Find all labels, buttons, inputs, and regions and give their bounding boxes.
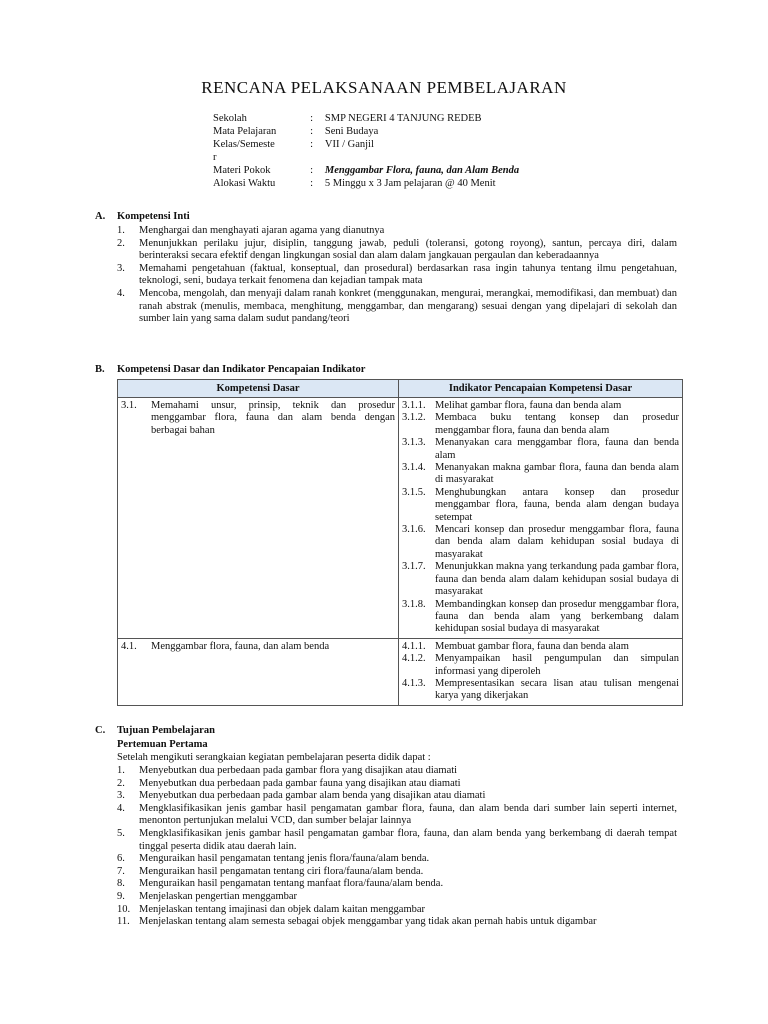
item-number: 6. bbox=[117, 853, 125, 865]
indicator-number: 3.1.1. bbox=[402, 400, 426, 411]
indicator-text: Menunjukkan makna yang terkandung pada gambar flora, fauna dan benda alam dalam kehidupan sosial budaya di masyarakat bbox=[435, 561, 679, 598]
item-text: Menyebutkan dua perbedaan pada gambar alam benda yang disajikan atau diamati bbox=[139, 790, 486, 802]
list-item bbox=[117, 866, 677, 879]
indicator-item bbox=[402, 561, 679, 598]
indicator-text: Menyampaikan hasil pengumpulan dan simpulan informasi yang diperoleh bbox=[435, 653, 679, 677]
indicator-text: Menghubungkan antara konsep dan prosedur menggambar flora, fauna, benda alam dengan budaya setempat bbox=[435, 486, 679, 523]
list-item bbox=[117, 765, 677, 778]
list-item bbox=[117, 238, 677, 263]
list-item bbox=[117, 288, 677, 326]
indicator-number: 3.1.7. bbox=[402, 561, 426, 573]
indicator-item bbox=[402, 599, 679, 636]
item-number: 7. bbox=[117, 865, 125, 877]
indicator-number: 3.1.2. bbox=[402, 412, 426, 424]
info-label: Sekolah bbox=[213, 113, 247, 124]
table-header-row bbox=[118, 380, 683, 398]
section-letter: A. bbox=[95, 211, 106, 222]
indicator-item bbox=[402, 437, 679, 462]
indicator-item bbox=[402, 412, 679, 437]
info-label: Mata Pelajaran bbox=[213, 126, 277, 137]
list-item bbox=[117, 904, 677, 917]
meeting-subheading: Pertemuan Pertama bbox=[117, 739, 208, 750]
indicator-text: Membuat gambar flora, fauna dan benda alam bbox=[435, 640, 629, 652]
kd-cell bbox=[118, 638, 399, 705]
identity-table bbox=[213, 112, 573, 190]
info-label: Alokasi Waktu bbox=[213, 178, 276, 189]
item-number: 4. bbox=[117, 802, 125, 814]
list-item bbox=[117, 891, 677, 904]
indicator-text: Mencari konsep dan prosedur menggambar flora, fauna dan benda alam dalam kehidupan sosial budaya di masyarakat bbox=[435, 524, 679, 560]
kd-number: 3.1. bbox=[121, 400, 137, 411]
list-item bbox=[117, 263, 677, 288]
section-title: Tujuan Pembelajaran bbox=[117, 725, 215, 736]
item-text: Menguraikan hasil pengamatan tentang jenis flora/fauna/alam benda. bbox=[139, 853, 430, 865]
page-title: RENCANA PELAKSANAAN PEMBELAJARAN bbox=[201, 78, 567, 97]
info-colon: : bbox=[310, 113, 314, 124]
table-row bbox=[118, 638, 683, 705]
indicator-text: Menanyakan makna gambar flora, fauna dan benda alam di masyarakat bbox=[435, 462, 679, 486]
kd-item bbox=[121, 641, 395, 653]
indicator-text: Mempresentasikan secara lisan atau tulisan mengenai karya yang dikerjakan bbox=[435, 677, 679, 702]
info-row bbox=[213, 138, 573, 164]
list-item bbox=[117, 828, 677, 853]
kd-number: 4.1. bbox=[121, 640, 137, 652]
item-text: Menghargai dan menghayati ajaran agama yang dianutnya bbox=[139, 225, 385, 236]
indicator-text: Membandingkan konsep dan prosedur menggambar flora, fauna dan benda alam yang berkembang dalam kehidupan sosial budaya di masyarakat bbox=[435, 598, 679, 635]
info-value: Menggambar Flora, fauna, dan Alam Benda bbox=[324, 165, 520, 176]
column-header: Kompetensi Dasar bbox=[118, 380, 399, 398]
item-text: Menjelaskan tentang imajinasi dan objek dalam kaitan menggambar bbox=[139, 903, 426, 915]
section-letter: B. bbox=[95, 364, 105, 375]
indicator-number: 3.1.5. bbox=[402, 486, 426, 498]
indicator-number: 4.1.1. bbox=[402, 640, 426, 652]
item-text: Menyebutkan dua perbedaan pada gambar flora yang disajikan atau diamati bbox=[139, 765, 458, 776]
indicator-cell bbox=[399, 638, 683, 705]
item-number: 11. bbox=[117, 916, 130, 928]
kd-item bbox=[121, 400, 395, 437]
info-row bbox=[213, 177, 573, 190]
list-item bbox=[117, 916, 677, 929]
section-c-heading bbox=[95, 725, 215, 736]
indicator-item bbox=[402, 487, 679, 524]
item-number: 2. bbox=[117, 777, 125, 789]
section-letter: C. bbox=[95, 725, 106, 736]
list-item bbox=[117, 853, 677, 866]
indicator-item bbox=[402, 641, 679, 653]
indicator-number: 4.1.2. bbox=[402, 653, 426, 665]
info-colon: : bbox=[310, 178, 314, 189]
item-text: Menguraikan hasil pengamatan tentang manfaat flora/fauna/alam benda. bbox=[139, 878, 444, 890]
info-row bbox=[213, 125, 573, 138]
item-text: Menjelaskan pengertian menggambar bbox=[139, 890, 298, 902]
kd-cell bbox=[118, 398, 399, 639]
indicator-text: Membaca buku tentang konsep dan prosedur menggambar flora, fauna dan benda alam bbox=[435, 412, 679, 436]
objectives-intro: Setelah mengikuti serangkaian kegiatan pembelajaran peserta didik dapat : bbox=[117, 752, 431, 763]
info-value: SMP NEGERI 4 TANJUNG REDEB bbox=[324, 113, 482, 124]
item-number: 5. bbox=[117, 827, 125, 839]
info-colon: : bbox=[310, 126, 314, 137]
section-b-heading bbox=[95, 364, 365, 375]
list-item bbox=[117, 790, 677, 803]
item-number: 2. bbox=[117, 237, 125, 249]
competency-table bbox=[117, 379, 683, 706]
indicator-number: 3.1.8. bbox=[402, 598, 426, 610]
item-text: Mencoba, mengolah, dan menyaji dalam ranah konkret (menggunakan, mengurai, merangkai, memodifikasi, dan membuat) dan ranah abstrak (menulis, membaca, menghitung, menggambar, dan mengarang) sesuai dengan yang dipelajari di sekolah dan sumber lain yang sama dalam sudut pandang/teori bbox=[139, 287, 677, 325]
indicator-item bbox=[402, 678, 679, 703]
item-text: Menunjukkan perilaku jujur, disiplin, tanggung jawab, peduli (toleransi, gotong royong), santun, percaya diri, dalam berinteraksi secara efektif dengan lingkungan sosial dan alam dalam jangkauan pergaulan dan keberadaannya bbox=[139, 237, 677, 262]
indicator-number: 3.1.3. bbox=[402, 437, 426, 449]
list-item bbox=[117, 225, 677, 238]
indicator-text: Melihat gambar flora, fauna dan benda alam bbox=[435, 400, 622, 411]
item-number: 1. bbox=[117, 765, 125, 776]
list-item bbox=[117, 878, 677, 891]
indicator-item bbox=[402, 400, 679, 412]
list-item bbox=[117, 778, 677, 791]
item-number: 3. bbox=[117, 790, 125, 802]
kd-text: Memahami unsur, prinsip, teknik dan prosedur menggambar flora, fauna dan alam benda dengan berbagai bahan bbox=[151, 400, 395, 436]
info-row bbox=[213, 112, 573, 125]
item-text: Menjelaskan tentang alam semesta sebagai objek menggambar yang tidak akan pernah habis untuk digambar bbox=[139, 916, 597, 928]
table-row bbox=[118, 398, 683, 639]
info-value: VII / Ganjil bbox=[324, 139, 374, 150]
item-number: 10. bbox=[117, 903, 131, 915]
item-text: Memahami pengetahuan (faktual, konseptual, dan prosedural) berdasarkan rasa ingin tahunya tentang ilmu pengetahuan, teknologi, seni, budaya terkait fenomena dan kejadian tampak mata bbox=[139, 262, 677, 287]
section-title: Kompetensi Dasar dan Indikator Pencapaian Indikator bbox=[117, 364, 366, 375]
info-label: Kelas/Semeste r bbox=[213, 139, 275, 163]
info-row bbox=[213, 164, 573, 177]
info-colon: : bbox=[310, 165, 314, 176]
section-a-heading bbox=[95, 211, 190, 222]
column-header: Indikator Pencapaian Kompetensi Dasar bbox=[399, 380, 683, 398]
item-number: 3. bbox=[117, 262, 125, 274]
indicator-cell bbox=[399, 398, 683, 639]
indicator-item bbox=[402, 462, 679, 487]
indicator-item bbox=[402, 653, 679, 678]
info-label: Materi Pokok bbox=[213, 165, 271, 176]
list-item bbox=[117, 803, 677, 828]
info-colon: : bbox=[310, 139, 314, 150]
info-value: 5 Minggu x 3 Jam pelajaran @ 40 Menit bbox=[324, 178, 496, 189]
learning-objectives-list bbox=[117, 765, 677, 929]
item-text: Menyebutkan dua perbedaan pada gambar fauna yang disajikan atau diamati bbox=[139, 777, 461, 789]
indicator-number: 3.1.6. bbox=[402, 524, 426, 536]
item-text: Mengklasifikasikan jenis gambar hasil pengamatan gambar flora, fauna, dan alam benda yang berkembang di daerah tempat tinggal peserta didik atau daerah lain. bbox=[139, 827, 677, 852]
core-competency-list bbox=[117, 225, 677, 326]
indicator-number: 3.1.4. bbox=[402, 462, 426, 474]
item-number: 8. bbox=[117, 878, 125, 890]
indicator-number: 4.1.3. bbox=[402, 677, 426, 689]
item-number: 9. bbox=[117, 890, 125, 902]
indicator-item bbox=[402, 524, 679, 561]
indicator-text: Menanyakan cara menggambar flora, fauna dan benda alam bbox=[435, 437, 679, 461]
item-number: 1. bbox=[117, 225, 125, 236]
item-text: Menguraikan hasil pengamatan tentang ciri flora/fauna/alam benda. bbox=[139, 865, 424, 877]
kd-text: Menggambar flora, fauna, dan alam benda bbox=[151, 640, 330, 652]
section-title: Kompetensi Inti bbox=[117, 211, 190, 222]
item-text: Mengklasifikasikan jenis gambar hasil pengamatan gambar flora, fauna, dan alam benda dari sumber lain seperti internet, menonton pertunjukan melalui VCD, dan sumber belajar lainnya bbox=[139, 802, 677, 827]
info-value: Seni Budaya bbox=[324, 126, 379, 137]
item-number: 4. bbox=[117, 287, 125, 299]
